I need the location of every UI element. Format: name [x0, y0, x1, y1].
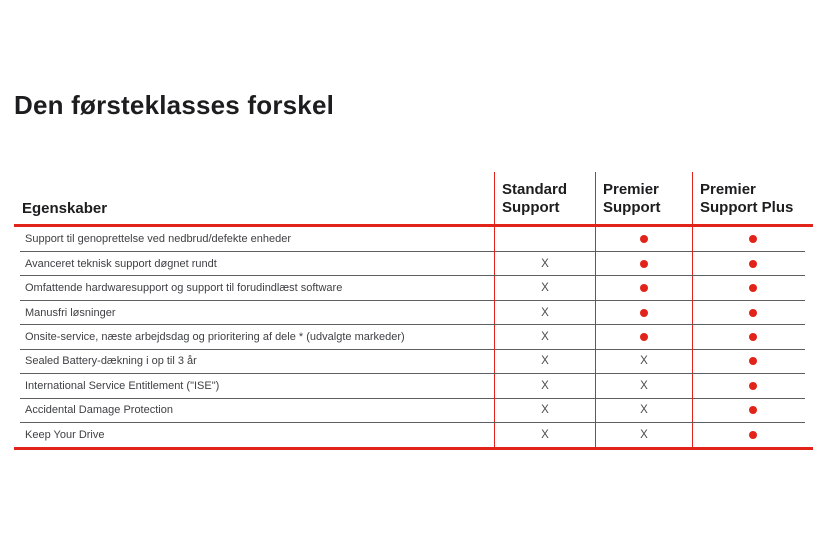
premier-support-plus-cell — [692, 251, 813, 275]
x-mark: X — [541, 330, 549, 343]
feature-label: Manusfri løsninger — [25, 306, 116, 319]
table-row — [14, 227, 813, 251]
page-title: Den førsteklasses forskel — [14, 90, 335, 120]
included-dot-icon — [749, 382, 757, 390]
feature-label: Sealed Battery-dækning i op til 3 år — [25, 355, 197, 368]
x-mark: X — [640, 404, 648, 417]
included-dot-icon — [640, 309, 648, 317]
premier-support-cell — [595, 423, 692, 447]
feature-label: International Service Entitlement ("ISE") — [25, 379, 220, 392]
x-mark: X — [541, 355, 549, 368]
x-mark: X — [541, 379, 549, 392]
included-dot-icon — [640, 260, 648, 268]
column-header-label-line: Standard — [502, 181, 568, 198]
premier-support-plus-cell — [692, 300, 813, 324]
included-dot-icon — [749, 431, 757, 439]
table-body — [14, 227, 813, 450]
premier-support-cell — [595, 398, 692, 422]
x-mark: X — [541, 306, 549, 319]
included-dot-icon — [640, 333, 648, 341]
standard-support-cell — [494, 227, 595, 251]
x-mark: X — [541, 404, 549, 417]
premier-support-plus-cell — [692, 325, 813, 349]
premier-support-cell — [595, 374, 692, 398]
column-header-label-line: Support Plus — [700, 199, 794, 216]
feature-label: Avanceret teknisk support døgnet rundt — [25, 257, 217, 270]
table-row — [14, 251, 813, 275]
standard-support-cell — [494, 423, 595, 447]
standard-support-cell — [494, 276, 595, 300]
premier-support-cell — [595, 227, 692, 251]
premier-support-plus-cell — [692, 276, 813, 300]
feature-label: Keep Your Drive — [25, 428, 105, 441]
premier-support-plus-cell — [692, 349, 813, 373]
table-row — [14, 374, 813, 398]
table-row — [14, 325, 813, 349]
included-dot-icon — [749, 235, 757, 243]
included-dot-icon — [749, 357, 757, 365]
table-header-row — [14, 172, 813, 227]
premier-support-cell — [595, 349, 692, 373]
table-row — [14, 398, 813, 422]
included-dot-icon — [749, 309, 757, 317]
table-row — [14, 349, 813, 373]
included-dot-icon — [749, 284, 757, 292]
standard-support-cell — [494, 374, 595, 398]
column-header-label-line: Support — [502, 199, 560, 216]
premier-support-cell — [595, 251, 692, 275]
feature-label: Omfattende hardwaresupport og support til forudindlæst software — [25, 282, 343, 295]
premier-support-plus-cell — [692, 423, 813, 447]
standard-support-cell — [494, 325, 595, 349]
x-mark: X — [640, 379, 648, 392]
included-dot-icon — [640, 284, 648, 292]
standard-support-cell — [494, 300, 595, 324]
feature-label: Onsite-service, næste arbejdsdag og prioritering af dele * (udvalgte markeder) — [25, 330, 405, 343]
x-mark: X — [541, 257, 549, 270]
x-mark: X — [640, 355, 648, 368]
column-header-label-line: Support — [603, 199, 661, 216]
standard-support-cell — [494, 349, 595, 373]
premier-support-plus-cell — [692, 398, 813, 422]
feature-label: Accidental Damage Protection — [25, 404, 173, 417]
column-header-features: Egenskaber — [22, 200, 108, 217]
x-mark: X — [541, 428, 549, 441]
column-header-label-line: Premier — [603, 181, 659, 198]
premier-support-cell — [595, 276, 692, 300]
standard-support-cell — [494, 398, 595, 422]
included-dot-icon — [749, 260, 757, 268]
standard-support-cell — [494, 251, 595, 275]
x-mark: X — [541, 282, 549, 295]
included-dot-icon — [640, 235, 648, 243]
table-row — [14, 300, 813, 324]
column-header-standard-support — [494, 172, 595, 224]
table-row — [14, 423, 813, 447]
feature-label: Support til genoprettelse ved nedbrud/defekte enheder — [25, 233, 292, 246]
column-header-premier-support-plus — [692, 172, 813, 224]
column-header-premier-support — [595, 172, 692, 224]
comparison-table — [14, 172, 813, 450]
x-mark: X — [640, 428, 648, 441]
premier-support-cell — [595, 325, 692, 349]
premier-support-plus-cell — [692, 227, 813, 251]
premier-support-cell — [595, 300, 692, 324]
table-row — [14, 276, 813, 300]
included-dot-icon — [749, 406, 757, 414]
premier-support-plus-cell — [692, 374, 813, 398]
included-dot-icon — [749, 333, 757, 341]
column-header-label-line: Premier — [700, 181, 756, 198]
